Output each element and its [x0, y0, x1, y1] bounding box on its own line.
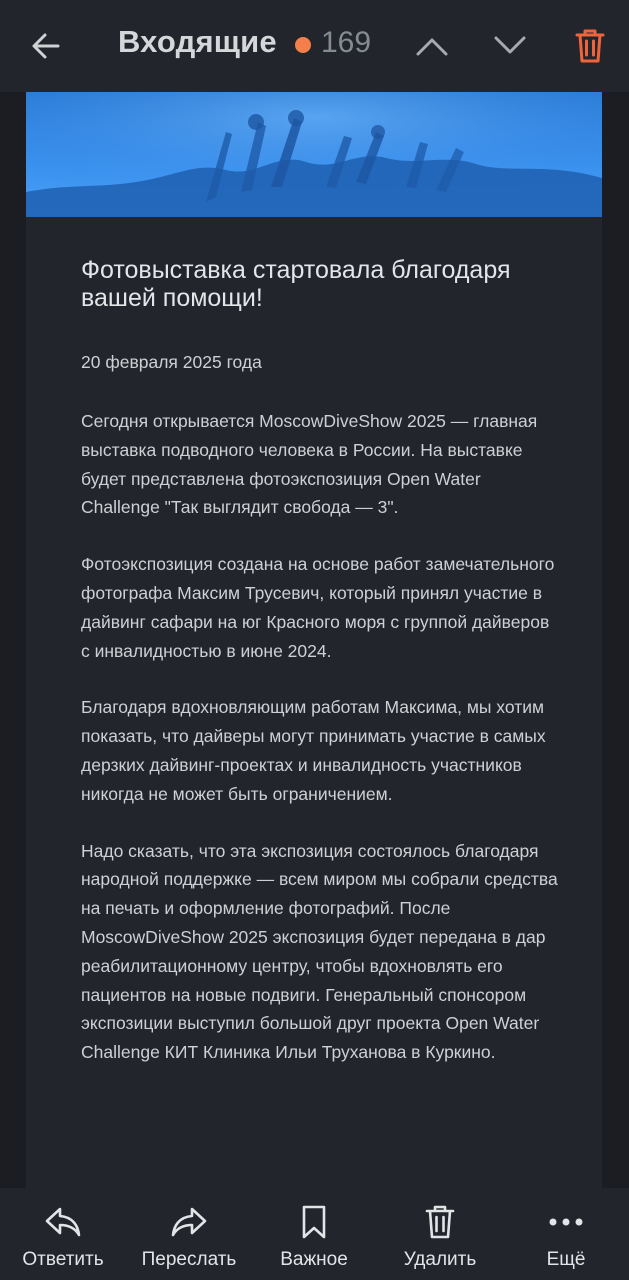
forward-label: Переслать — [141, 1249, 237, 1270]
next-email-button[interactable] — [486, 22, 534, 70]
header-banner-image — [26, 92, 602, 217]
trash-icon — [425, 1204, 455, 1240]
important-label: Важное — [280, 1249, 348, 1270]
trash-icon — [575, 28, 605, 64]
more-label: Ещё — [546, 1249, 586, 1270]
important-button[interactable] — [249, 1202, 379, 1271]
unread-dot — [295, 37, 311, 53]
email-body — [26, 92, 602, 1188]
top-app-bar — [0, 0, 629, 92]
reply-button[interactable] — [0, 1202, 128, 1271]
email-text — [81, 256, 561, 1095]
reply-label: Ответить — [22, 1249, 104, 1270]
back-button[interactable] — [22, 22, 70, 70]
email-paragraph: Сегодня открывается MoscowDiveShow 2025 — главная выставка подводного человека в России. На выставке будет представлена фотоэкспозиция Open Water Challenge "Так выглядит свобода — 3". — [81, 411, 538, 518]
folder-title: Входящие — [118, 24, 277, 59]
arrow-left-icon — [31, 31, 61, 61]
bottom-action-bar — [0, 1188, 629, 1280]
delete-email-top-button[interactable] — [564, 20, 616, 72]
more-button[interactable] — [501, 1202, 629, 1271]
previous-email-button[interactable] — [408, 22, 456, 70]
email-paragraph: Надо сказать, что эта экспозиция состоялось благодаря народной поддержке — всем миром мы собрали средства на печать и оформление фотографий. После MoscowDiveShow 2025 экспозиция будет передана в дар реабилитационному центру, чтобы вдохновлять его пациентов на новые подвиги. Генеральный спонсором экспозиции выступил большой друг проекта Open Water Challenge КИТ Клиника Ильи Труханова в Куркино. — [81, 840, 558, 1063]
email-headline: Фотовыставка стартовала благодаря вашей помощи! — [81, 256, 511, 312]
bookmark-icon — [300, 1204, 328, 1240]
unread-count: 169 — [321, 26, 372, 59]
chevron-up-icon — [415, 35, 449, 57]
forward-icon — [170, 1206, 208, 1238]
forward-button[interactable] — [124, 1202, 254, 1271]
email-date: 20 февраля 2025 года — [81, 352, 262, 372]
delete-label: Удалить — [403, 1249, 477, 1270]
chevron-down-icon — [493, 35, 527, 57]
email-paragraph: Благодаря вдохновляющим работам Максима, мы хотим показать, что дайверы могут принимать участие в самых дерзких дайвинг-проектах и инвалидность участников никогда не может быть ограничением. — [81, 697, 546, 804]
reply-icon — [44, 1206, 82, 1238]
delete-button[interactable] — [375, 1202, 505, 1271]
email-paragraph: Фотоэкспозиция создана на основе работ замечательного фотографа Максим Трусевич, который принял участие в дайвинг сафари на юг Красного моря с группой дайверов с инвалидностью в июне 2024. — [81, 554, 555, 661]
more-dots-icon — [548, 1217, 584, 1227]
